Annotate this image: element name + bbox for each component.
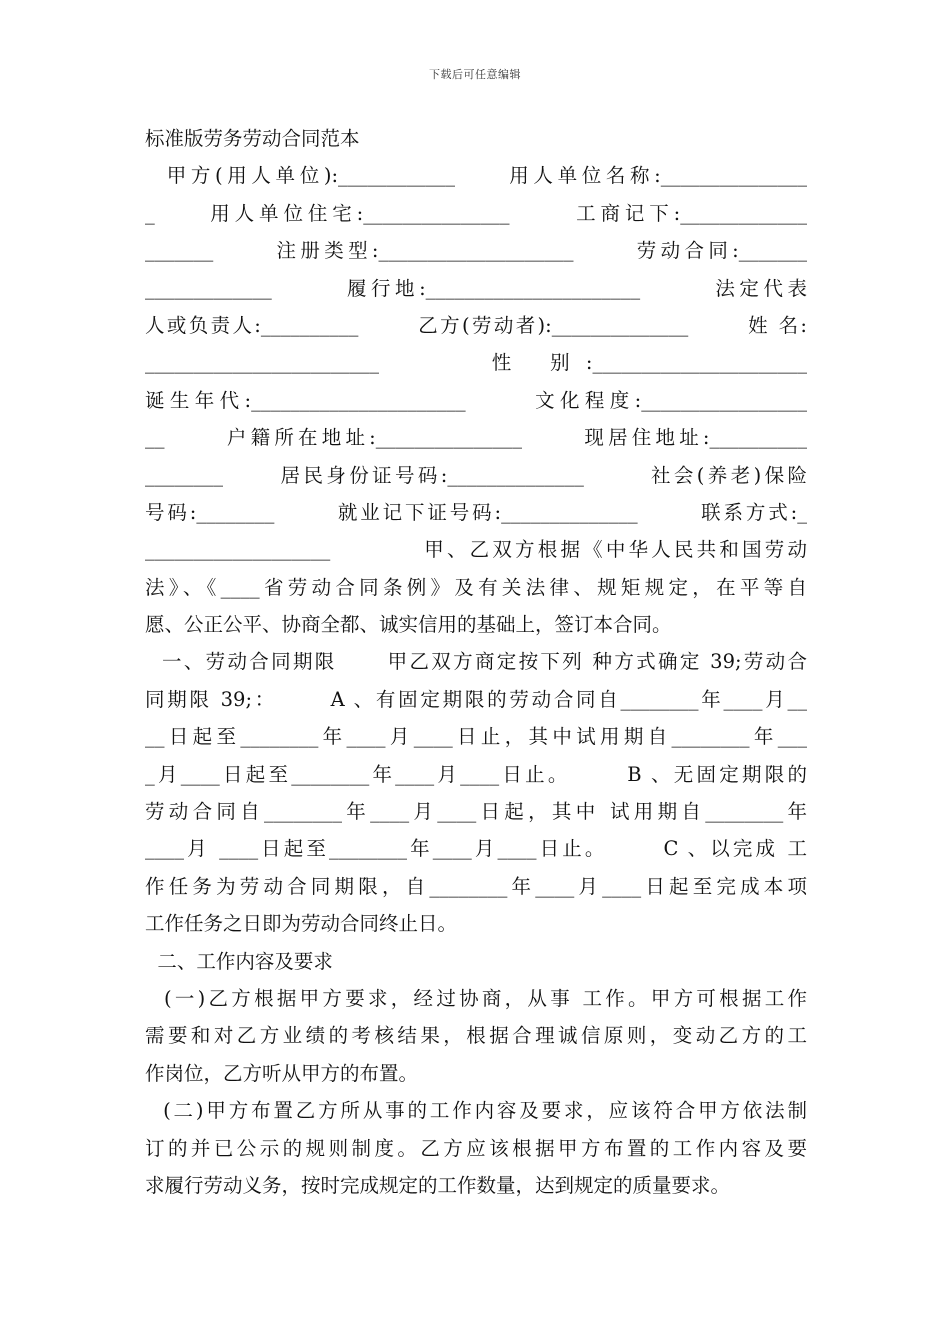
text-line: 二、工作内容及要求 [145, 949, 333, 973]
text-line: (二)甲方布置乙方所从事的工作内容及要求，应该符合甲方依法制 [145, 1099, 807, 1123]
text-line: __日起至________年____月____日止，其中试用期自________年___ [145, 725, 807, 749]
text-line: _月____日起至________年____月____日止。 B 、无固定期限的 [145, 762, 807, 786]
text-line: 求履行劳动义务，按时完成规定的工作数量，达到规定的质量要求。 [145, 1173, 731, 1197]
text-line: 一、劳动合同期限 甲乙双方商定按下列 种方式确定 39;劳动合 [145, 650, 807, 674]
text-line: 订的并已公示的规则制度。乙方应该根据甲方布置的工作内容及要 [145, 1136, 807, 1160]
text-line: ___________________ 甲、乙双方根据《中华人民共和国劳动 [145, 538, 807, 562]
text-line: 号码:________ 就业记下证号码:______________ 联系方式:_ [145, 500, 807, 524]
text-line: __ 户籍所在地址:_______________ 现居住地址:__________ [145, 426, 807, 450]
text-line: 愿、公正公平、协商全都、诚实信用的基础上，签订本合同。 [145, 613, 672, 637]
text-line: _ 用人单位住宅:_______________ 工商记下:_____________ [145, 201, 807, 225]
text-line: 劳动合同自________年____月____日起，其中 试用期自________年 [145, 800, 807, 824]
text-line: 工作任务之日即为劳动合同终止日。 [145, 912, 458, 936]
text-line: 作岗位，乙方听从甲方的布置。 [145, 1061, 419, 1085]
text-line: ________________________ 性 别 :______________________ [145, 351, 807, 375]
text-line: _______ 注册类型:____________________ 劳动合同:_______ [145, 239, 807, 263]
text-line: 诞生年代:______________________ 文化程度:_________________ [145, 388, 807, 412]
text-line: 法》、《____省劳动合同条例》及有关法律、规矩规定，在平等自 [145, 575, 807, 599]
text-line: 作任务为劳动合同期限，自________年____月____日起至完成本项 [145, 874, 807, 898]
text-line: 人或负责人:__________ 乙方(劳动者):______________ 姓 名: [145, 313, 807, 337]
text-line: ________ 居民身份证号码:______________ 社会(养老)保险 [145, 463, 807, 487]
text-line: 同期限 39;： A 、有固定期限的劳动合同自________年____月__ [145, 687, 807, 711]
text-line: 甲方(用人单位):____________ 用人单位名称:_______________ [145, 164, 807, 188]
text-line: (一)乙方根据甲方要求，经过协商，从事 工作。甲方可根据工作 [145, 986, 807, 1010]
header-note: 下载后可任意编辑 [429, 68, 521, 81]
text-line: _____________ 履行地:______________________ 法定代表 [145, 276, 807, 300]
text-line: ____月 ____日起至________年____月____日止。 C 、以完成 工 [145, 837, 807, 861]
text-line: 需要和对乙方业绩的考核结果，根据合理诚信原则，变动乙方的工 [145, 1024, 807, 1048]
document-body [145, 120, 807, 1204]
document-title: 标准版劳务劳动合同范本 [145, 127, 360, 150]
document-text [145, 157, 807, 1204]
